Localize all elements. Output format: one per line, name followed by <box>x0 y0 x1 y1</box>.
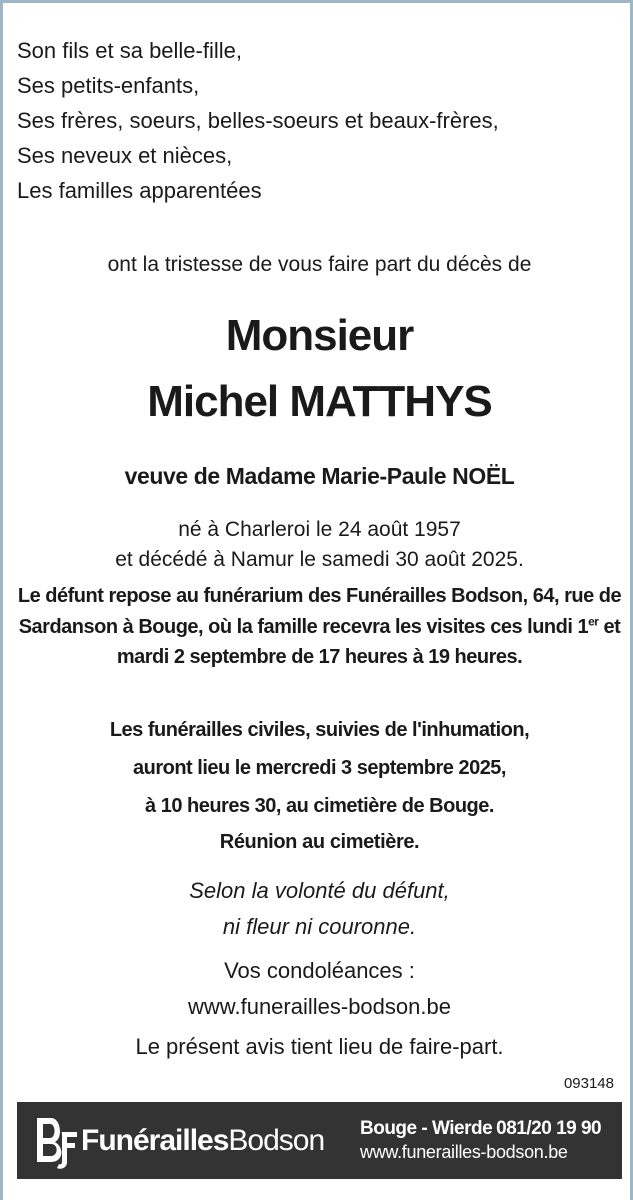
brand-name <box>81 1124 324 1158</box>
intro-text: ont la tristesse de vous faire part du décès de <box>107 253 532 276</box>
repose-text-2: et mardi 2 septembre de 17 heures à 19 heures. <box>116 615 621 668</box>
wish-line: Selon la volonté du défunt, <box>189 878 450 903</box>
family-line: Son fils et sa belle-fille, <box>17 38 242 63</box>
dates-block <box>3 515 633 575</box>
repose-paragraph <box>13 581 626 673</box>
family-line: Ses neveux et nièces, <box>17 143 233 168</box>
family-line: Les familles apparentées <box>17 178 262 203</box>
funeral-line: auront lieu le mercredi 3 septembre 2025, <box>132 757 506 779</box>
deceased-name: Michel MATTHYS <box>147 377 492 426</box>
brand-part-1: Funérailles <box>81 1124 229 1157</box>
deceased-title: Monsieur <box>225 311 414 360</box>
family-list <box>17 33 617 208</box>
brand-part-2: Bodson <box>228 1124 325 1157</box>
family-line: Ses frères, soeurs, belles-soeurs et beaux-frères, <box>17 108 499 133</box>
widow-line: veuve de Madame Marie-Paule NOËL <box>124 463 515 489</box>
meeting-line: Réunion au cimetière. <box>219 831 420 853</box>
reference-number: 093148 <box>563 1075 614 1092</box>
funeral-line: Les funérailles civiles, suivies de l'inhumation, <box>109 719 530 741</box>
notice-line: Le présent avis tient lieu de faire-part. <box>135 1034 504 1059</box>
funeral-block <box>3 711 633 825</box>
condolences-label: Vos condoléances : <box>224 958 415 983</box>
bodson-logo-icon <box>31 1112 79 1170</box>
contact-block <box>360 1118 612 1163</box>
birth-line: né à Charleroi le 24 août 1957 <box>178 518 461 541</box>
location: Bouge - Wierde <box>360 1118 493 1139</box>
wish-block <box>3 873 633 945</box>
funeral-line: à 10 heures 30, au cimetière de Bouge. <box>145 795 494 817</box>
condolences-block <box>3 953 633 1025</box>
family-line: Ses petits-enfants, <box>17 73 200 98</box>
deceased-name-block <box>3 303 633 435</box>
phone-number[interactable]: 081/20 19 90 <box>496 1118 602 1139</box>
condolences-url[interactable]: www.funerailles-bodson.be <box>188 994 451 1019</box>
repose-superscript: er <box>588 613 599 628</box>
repose-text-1: Le défunt repose au funérarium des Funérailles Bodson, 64, rue de Sardanson à Bouge, où la famille recevra les visites ces lundi 1 <box>17 585 622 638</box>
footer-banner <box>17 1102 622 1179</box>
footer-website[interactable]: www.funerailles-bodson.be <box>360 1142 568 1162</box>
wish-line: ni fleur ni couronne. <box>222 914 417 939</box>
death-line: et décédé à Namur le samedi 30 août 2025. <box>115 548 524 571</box>
location-phone-line <box>360 1118 612 1140</box>
